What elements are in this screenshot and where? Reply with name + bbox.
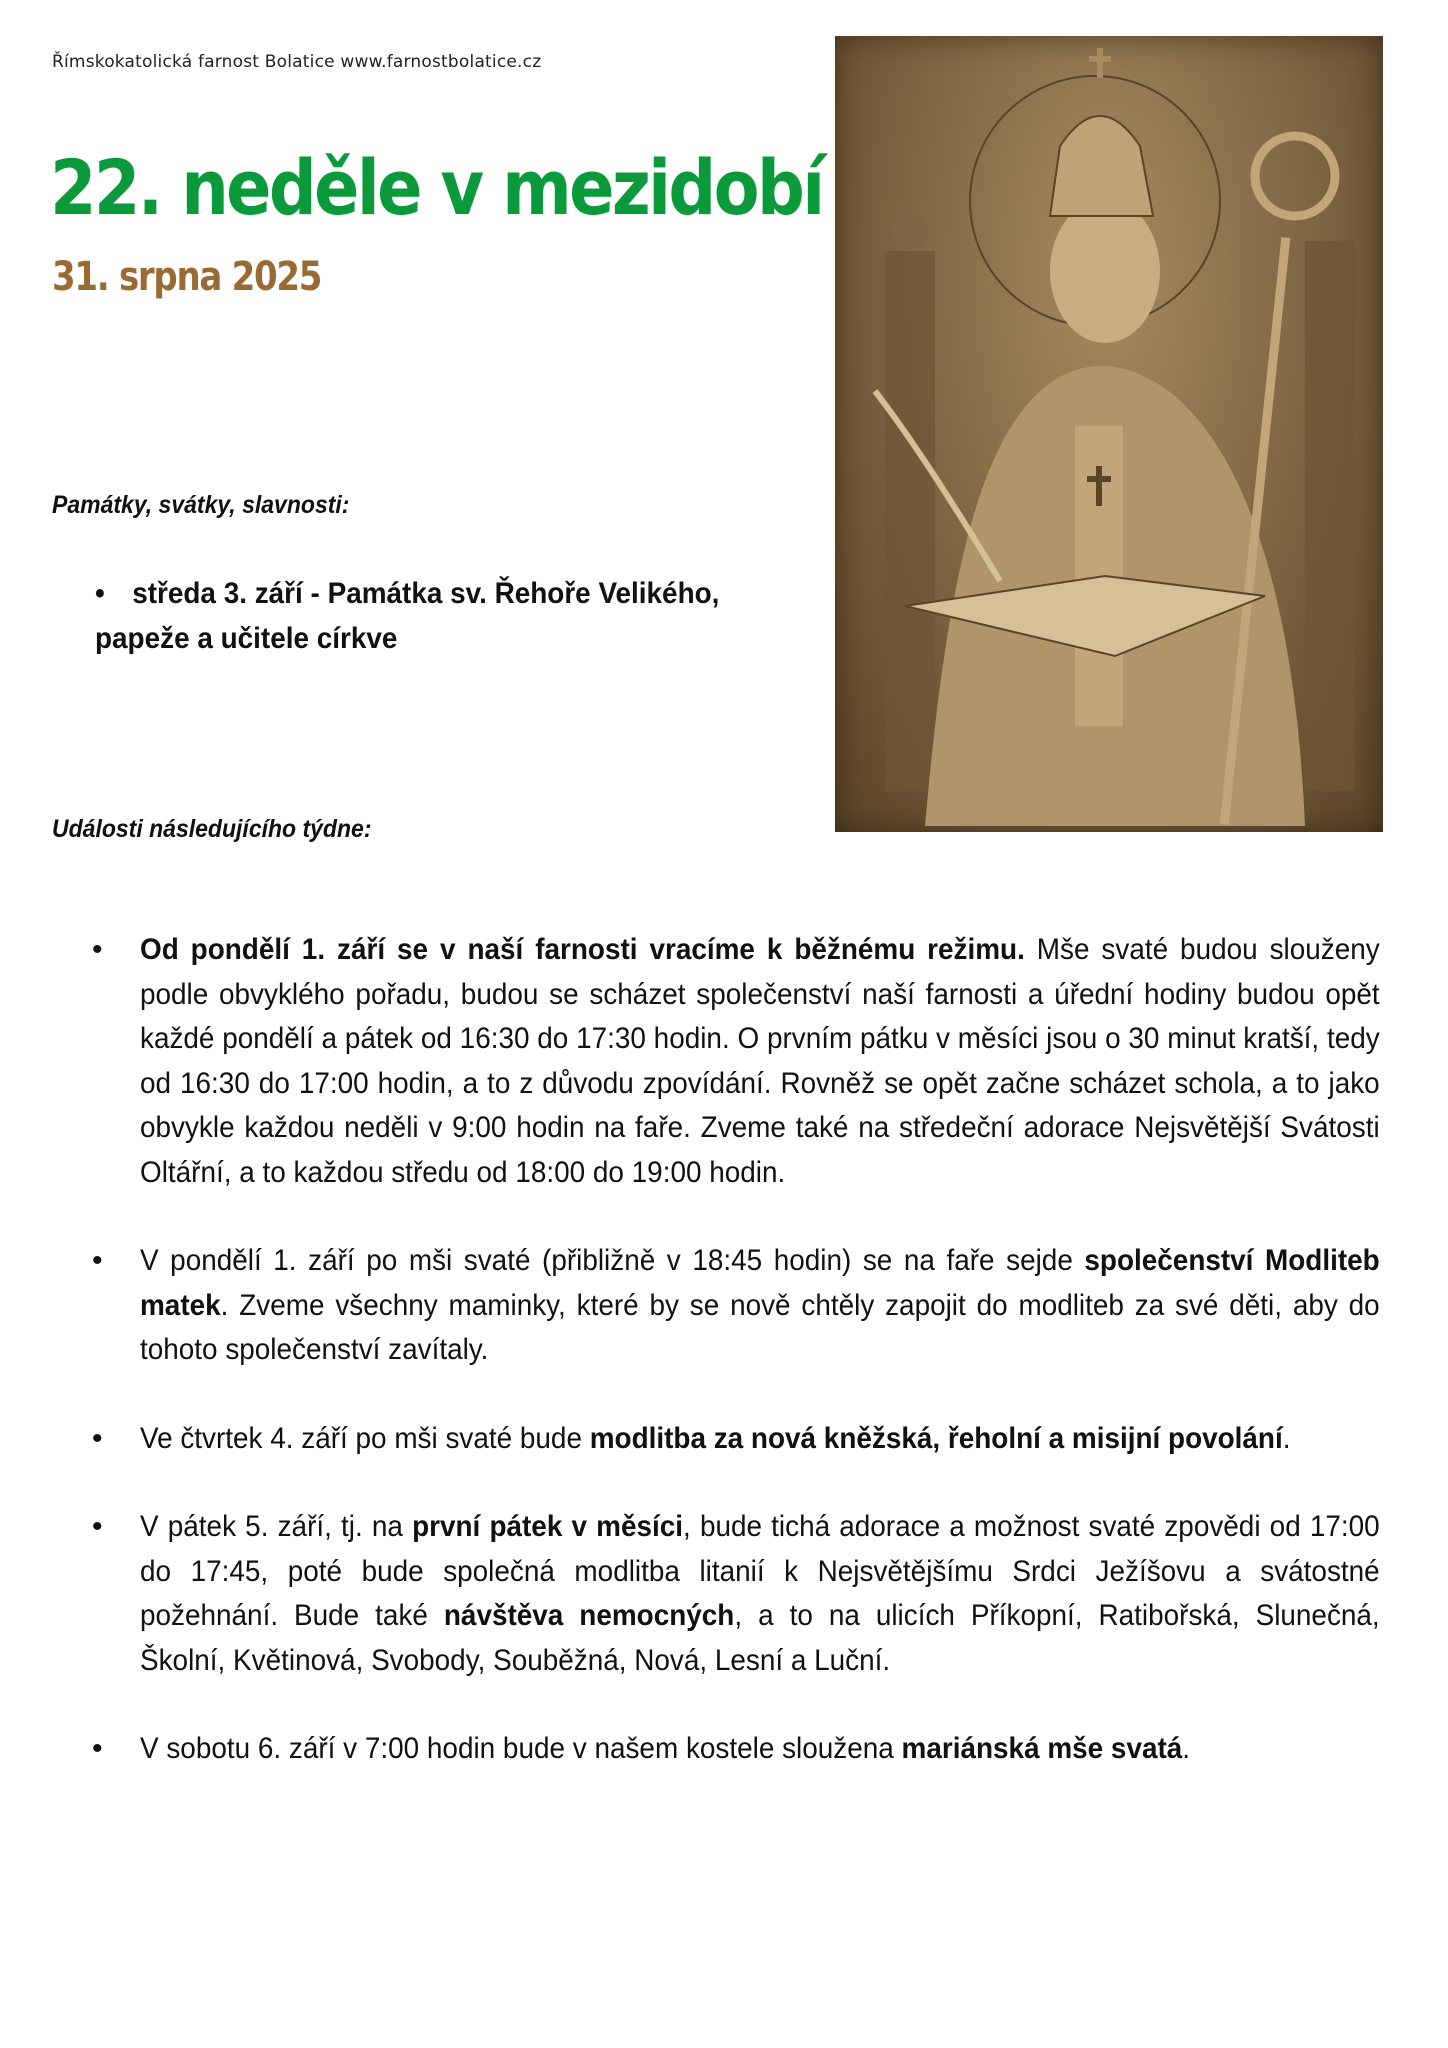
event-highlight: společenství Modliteb matek xyxy=(140,1244,1380,1322)
event-item xyxy=(92,1727,1380,1772)
event-item-text xyxy=(140,1417,1380,1462)
events-list xyxy=(92,928,1380,1816)
event-item xyxy=(92,1417,1380,1462)
saint-portrait-image xyxy=(835,36,1383,832)
event-text-segment: . xyxy=(1182,1732,1191,1765)
event-text-segment: V sobotu 6. září v 7:00 hodin bude v našem kostele sloužena xyxy=(140,1732,902,1765)
parish-header: Římskokatolická farnost Bolatice www.farnostbolatice.cz xyxy=(52,52,542,72)
feast-item-text: středa 3. září - Památka sv. Řehoře Velikého, papeže a učitele církve xyxy=(95,577,720,655)
event-item xyxy=(92,1505,1380,1683)
event-text-segment: Mše svaté budou slouženy podle obvyklého pořadu, budou se scházet společenství naší farnosti a úřední hodiny budou opět každé pondělí a pátek od 16:30 do 17:30 hodin. O prvním pátku v měsíci jsou o 30 minut kratší, tedy od 16:30 do 17:00 hodin, a to z důvodu zpovídání. Rovněž se opět začne scházet schola, a to jako obvykle každou neděli v 9:00 hodin na faře. Zveme také na středeční adorace Nejsvětější Svátosti Oltářní, a to každou středu od 18:00 do 19:00 hodin. xyxy=(140,933,1380,1189)
event-item xyxy=(92,1239,1380,1373)
event-item-text xyxy=(140,1239,1380,1373)
event-text-segment: , a to na ulicích Příkopní, Ratibořská, Slunečná, Školní, Květinová, Svobody, Souběžná, Nová, Lesní a Luční. xyxy=(140,1599,1380,1677)
event-item-text xyxy=(140,1727,1380,1772)
event-item-text xyxy=(140,1505,1380,1683)
event-text-segment: V pátek 5. září, tj. na xyxy=(140,1510,413,1543)
event-text-segment: , bude tichá adorace a možnost svaté zpovědi od 17:00 do 17:45, poté bude společná modlitba litanií k Nejsvětějšímu Srdci Ježíšovu a svátostné požehnání. Bude také xyxy=(140,1510,1380,1632)
feast-item xyxy=(95,571,765,661)
event-highlight: návštěva nemocných xyxy=(443,1599,735,1632)
feasts-heading: Památky, svátky, slavnosti: xyxy=(52,491,350,519)
event-text-segment: . xyxy=(1282,1421,1291,1455)
page-date: 31. srpna 2025 xyxy=(52,254,322,300)
event-highlight: Od pondělí 1. září se v naší farnosti vracíme k běžnému režimu. xyxy=(140,933,1025,966)
event-text-segment: V pondělí 1. září po mši svaté (přibližně v 18:45 hodin) se na faře sejde xyxy=(140,1244,1085,1277)
page-title: 22. neděle v mezidobí xyxy=(50,143,823,232)
event-text-segment: Ve čtvrtek 4. září po mši svaté bude xyxy=(140,1421,590,1455)
event-item xyxy=(92,928,1380,1195)
event-text-segment: . Zveme všechny maminky, které by se nově chtěly zapojit do modliteb za své děti, aby do tohoto společenství zavítaly. xyxy=(140,1288,1380,1366)
event-item-text xyxy=(140,928,1380,1195)
event-highlight: modlitba za nová kněžská, řeholní a misijní povolání xyxy=(589,1421,1283,1455)
portrait-illustration xyxy=(835,36,1383,832)
event-highlight: první pátek v měsíci xyxy=(412,1510,684,1543)
event-highlight: mariánská mše svatá xyxy=(901,1732,1183,1765)
bullet-icon: • xyxy=(95,577,105,610)
events-heading: Události následujícího týdne: xyxy=(52,815,372,843)
